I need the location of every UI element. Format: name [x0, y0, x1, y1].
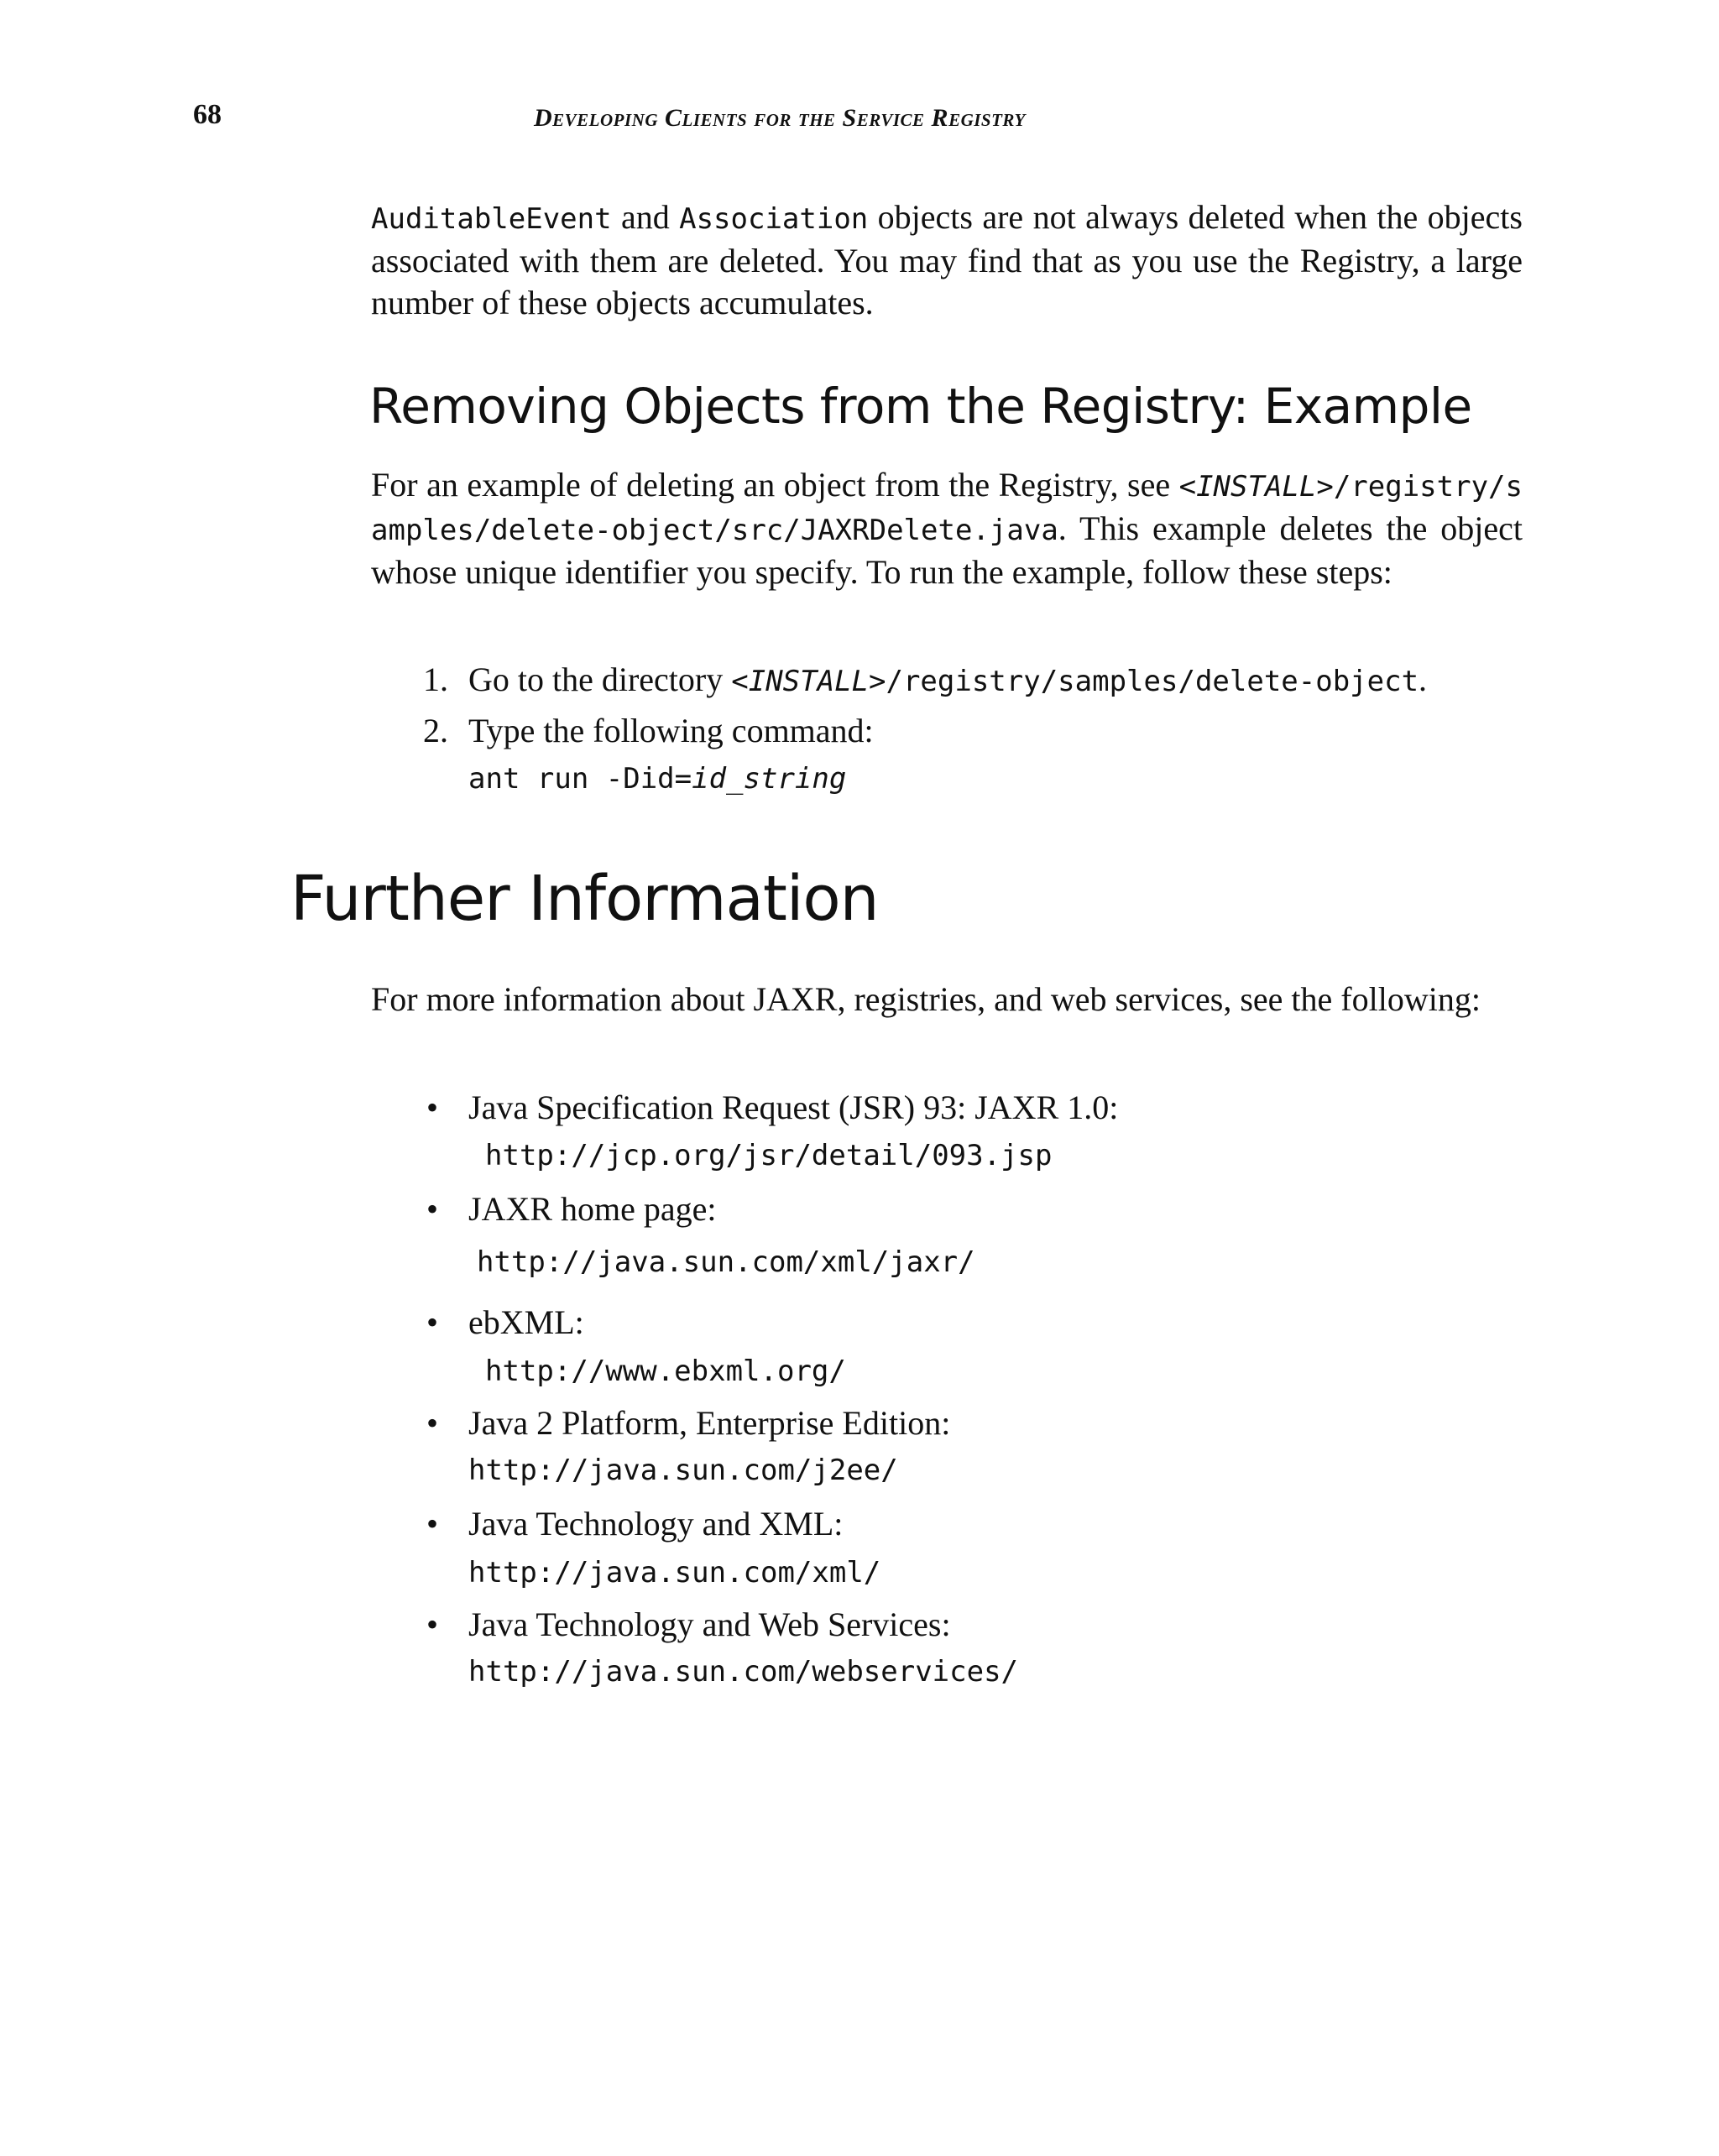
link-ebxml[interactable]: http://www.ebxml.org/ [485, 1355, 846, 1388]
list-item [426, 1188, 717, 1230]
link-jaxr-home[interactable]: http://java.sun.com/xml/jaxr/ [477, 1245, 975, 1279]
list-item-label: Java Technology and XML: [468, 1505, 844, 1543]
bullet-marker: • [426, 1505, 439, 1543]
step-1-period: . [1419, 660, 1428, 698]
bullet-marker: • [426, 1404, 439, 1442]
step-1-text: Go to the directory [468, 660, 732, 698]
intro-paragraph [371, 196, 1523, 324]
bullet-marker: • [426, 1190, 439, 1228]
link-webservices[interactable]: http://java.sun.com/webservices/ [468, 1655, 1019, 1689]
step-2 [423, 710, 874, 752]
install-placeholder: <INSTALL> [1178, 470, 1334, 504]
removing-text-1: For an example of deleting an object from the Registry, see [371, 466, 1179, 504]
removing-paragraph [371, 464, 1523, 593]
list-item [426, 1087, 1118, 1129]
step-1-install-placeholder: <INSTALL> [731, 665, 886, 698]
step-1 [423, 659, 1427, 702]
list-item [426, 1402, 950, 1444]
code-auditable-event: AuditableEvent [371, 202, 612, 236]
intro-text-1: and [611, 198, 680, 236]
step-2-number: 2. [423, 712, 448, 749]
removing-text-2: . This example deletes the object whose unique identifier you specify. To run the example, follow these steps: [371, 509, 1523, 591]
command-prefix: ant run -Did= [468, 762, 692, 796]
further-intro-paragraph: For more information about JAXR, registries, and web services, see the following: [371, 980, 1481, 1018]
intro-text-2: objects are not always deleted when the objects associated with them are deleted. You may find that as you use the Registry, a large number of these objects accumulates. [371, 198, 1523, 321]
list-item [426, 1604, 951, 1646]
page-number: 68 [193, 99, 222, 130]
link-jsr93[interactable]: http://jcp.org/jsr/detail/093.jsp [485, 1139, 1053, 1172]
step-2-text: Type the following command: [468, 712, 874, 749]
running-head: Developing Clients for the Service Registry [534, 104, 1026, 132]
code-association: Association [679, 202, 869, 236]
list-item-label: JAXR home page: [468, 1190, 717, 1228]
bullet-marker: • [426, 1303, 439, 1341]
section-heading-removing-objects: Removing Objects from the Registry: Example [369, 378, 1472, 435]
list-item [426, 1503, 843, 1545]
list-item-label: ebXML: [468, 1303, 584, 1341]
command-argument: id_string [692, 762, 847, 796]
step-1-number: 1. [423, 660, 448, 698]
link-j2ee[interactable]: http://java.sun.com/j2ee/ [468, 1454, 898, 1487]
command-line [468, 762, 846, 796]
sample-source-path: /registry/samples/delete-object/src/JAXRDelete.java [371, 470, 1523, 547]
link-java-xml[interactable]: http://java.sun.com/xml/ [468, 1556, 881, 1590]
list-item-label: Java 2 Platform, Enterprise Edition: [468, 1404, 951, 1442]
step-1-directory-path: /registry/samples/delete-object [886, 665, 1419, 698]
bullet-marker: • [426, 1088, 439, 1126]
section-heading-further-information: Further Information [290, 863, 879, 935]
bullet-marker: • [426, 1605, 439, 1643]
list-item-label: Java Technology and Web Services: [468, 1605, 951, 1643]
list-item-label: Java Specification Request (JSR) 93: JAXR 1.0: [468, 1088, 1119, 1126]
list-item [426, 1302, 584, 1344]
